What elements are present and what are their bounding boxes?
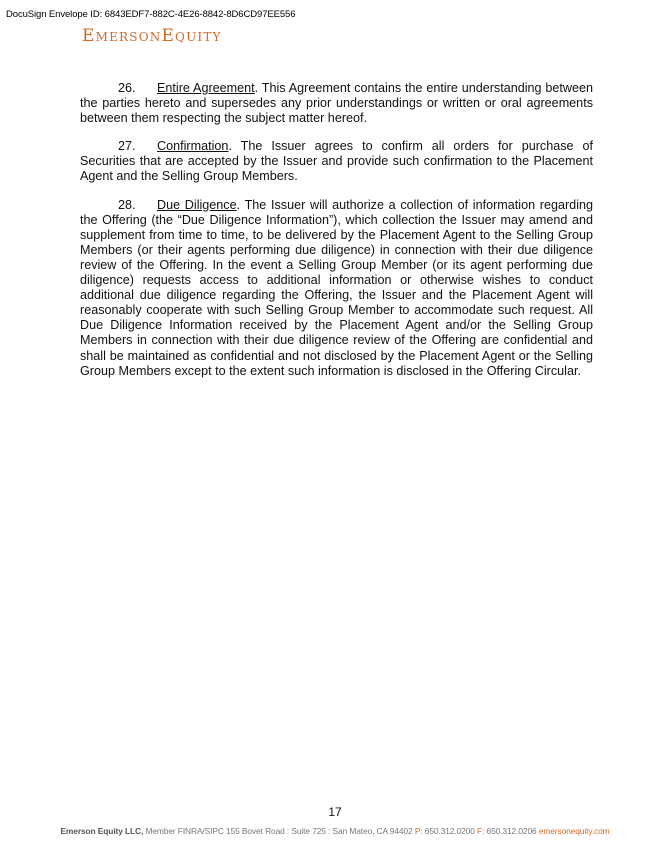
- section-number: 27.: [118, 139, 136, 154]
- docusign-envelope-id: DocuSign Envelope ID: 6843EDF7-882C-4E26-8842-8D6CD97EE556: [6, 9, 296, 20]
- footer-fax-label: F:: [477, 826, 485, 836]
- section-number: 28.: [118, 197, 136, 212]
- footer-address: Member FINRA/SIPC 155 Bovet Road : Suite 725 : San Mateo, CA 94402: [143, 826, 415, 836]
- footer-phone-label: P:: [414, 826, 423, 836]
- footer-fax: 650.312.0206: [484, 826, 539, 836]
- section-text: . The Issuer agrees to confirm all orders for purchase of Securities that are accepted by the Issuer and provide such confirmation to the Placement Agent and the Selling Group Members.: [80, 139, 593, 184]
- footer-website-link[interactable]: emersonequity.com: [538, 826, 610, 836]
- section-text: . The Issuer will authorize a collection of information regarding the Offering (the “Due Diligence Information”), which collection the Issuer may amend and supplement from time to time, to be delivered by the Placement Agent to the Selling Group Members (or their agents performing due diligence) in connection with their due diligence review of the Offering. In the event a Selling Group Member (or its agent performing due diligence) requests access to additional information or otherwise wishes to conduct additional due diligence regarding the Offering, the Issuer and the Placement Agent will reasonably cooperate with such Selling Group Member to accommodate such request. All Due Diligence Information received by the Placement Agent and/or the Selling Group Members in connection with their due diligence review of the Offering are confidential and shall be maintained as confidential and not disclosed by the Placement Agent or the Selling Group Members except to the extent such information is disclosed in the Offering Circular.: [80, 197, 593, 378]
- section-text: . This Agreement contains the entire understanding between the parties hereto and supersedes any prior understandings or written or oral agreements between them respecting the subject matter hereof.: [80, 81, 593, 126]
- footer: [0, 826, 670, 836]
- section-26: [80, 81, 593, 126]
- section-28: [80, 198, 593, 379]
- emerson-equity-logo: EmersonEquity: [82, 26, 222, 46]
- page-number: 17: [328, 805, 342, 819]
- footer-phone: 650.312.0200: [422, 826, 478, 836]
- section-heading: Entire Agreement: [157, 81, 255, 95]
- document-body: [80, 81, 593, 392]
- footer-firm: Emerson Equity LLC,: [60, 826, 144, 836]
- section-heading: Confirmation: [157, 139, 229, 154]
- section-heading: Due Diligence: [157, 197, 237, 212]
- section-number: 26.: [118, 81, 136, 95]
- section-27: [80, 139, 593, 184]
